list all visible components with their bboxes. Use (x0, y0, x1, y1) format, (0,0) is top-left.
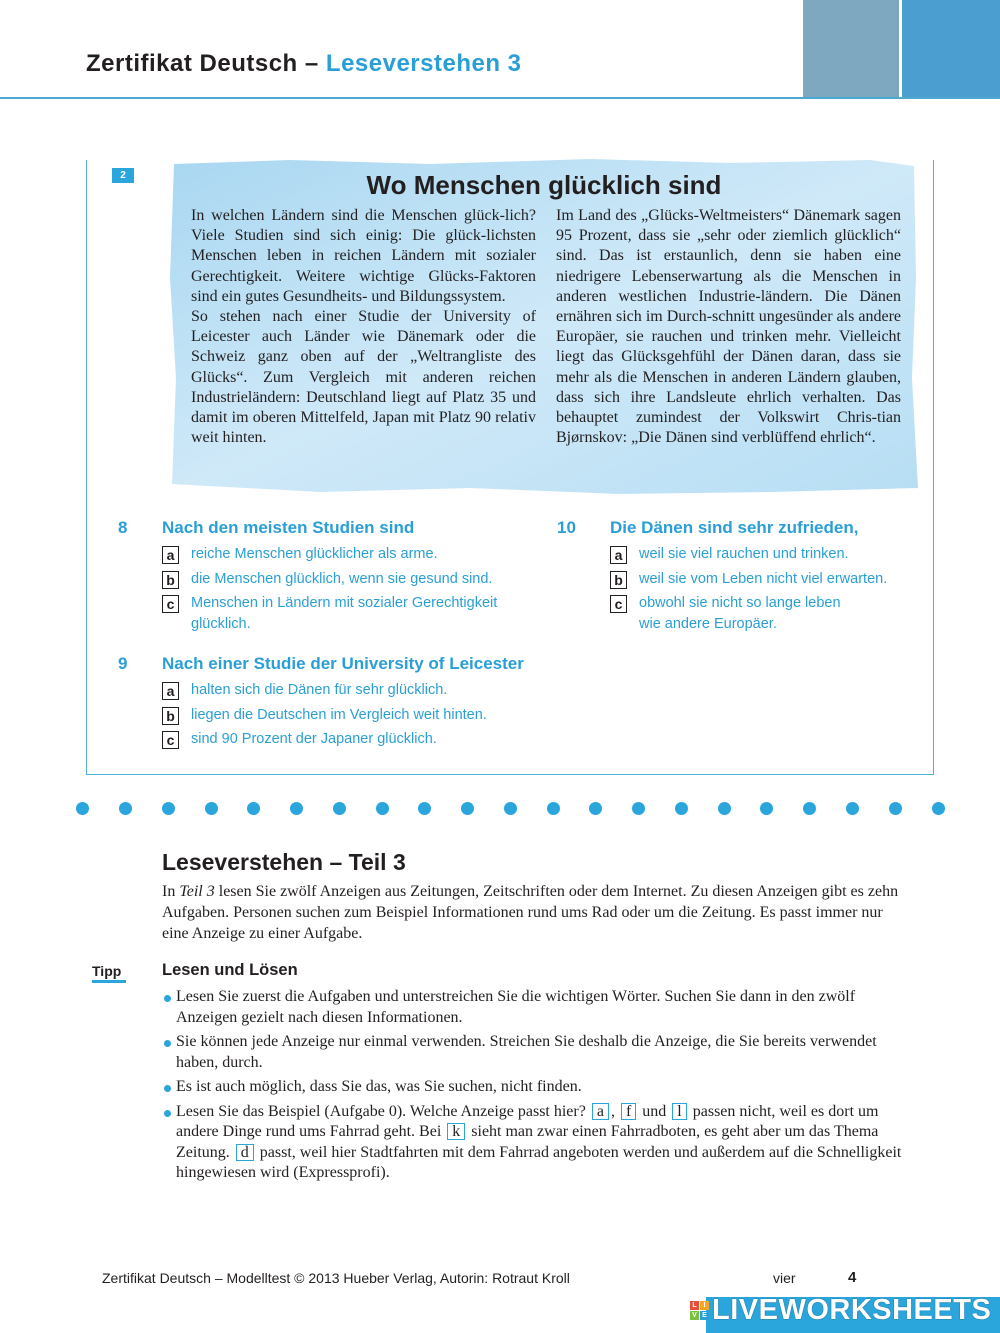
question-text-8: Nach den meisten Studien sind (162, 518, 415, 537)
answer-option[interactable] (162, 593, 562, 634)
divider-dot (504, 802, 517, 815)
answer-text (639, 593, 841, 634)
question-8-options (162, 544, 562, 634)
article-title: Wo Menschen glücklich sind (366, 170, 722, 200)
answer-option[interactable] (610, 569, 920, 590)
answer-option[interactable] (610, 544, 920, 565)
bullet-text: Lesen Sie das Beispiel (Aufgabe 0). Welche Anzeige passt hier? (176, 1102, 586, 1120)
tipp-bullet-list (162, 987, 902, 1188)
answer-text: die Menschen glücklich, wenn sie gesund sind. (191, 570, 493, 587)
divider-dot (932, 802, 945, 815)
ad-letter-box: a (592, 1103, 609, 1120)
bullet-text: passen nicht, weil es dort um andere Dinge rund ums Fahrrad geht. Bei (176, 1102, 879, 1140)
intro-text: In (162, 883, 180, 900)
divider-dot (290, 802, 303, 815)
answer-text-line: wie andere Europäer. (639, 615, 777, 632)
ad-letter-box: k (447, 1123, 465, 1140)
liveworksheets-wordmark: LIVEWORKSHEETS (712, 1294, 992, 1326)
bullet-text: sieht man zwar einen Fahrradboten, es geht aber um das Thema Zeitung. (176, 1123, 879, 1161)
divider-dot (205, 802, 218, 815)
answer-option[interactable] (610, 593, 920, 634)
question-10-options (610, 544, 920, 634)
exercise-number-badge: 2 (112, 168, 134, 183)
answer-text: halten sich die Dänen für sehr glücklich. (191, 682, 448, 698)
header-corner-block (803, 0, 899, 97)
answer-option[interactable] (162, 729, 562, 750)
intro-emphasis: Teil 3 (179, 883, 215, 900)
tipp-bullet (162, 1102, 902, 1184)
tipp-label: Tipp (92, 963, 126, 983)
tipp-bullet: Sie können jede Anzeige nur einmal verwenden. Streichen Sie deshalb die Anzeige, die Sie bereits verwendet haben, durch. (162, 1032, 902, 1073)
answer-text-line: obwohl sie nicht so lange leben (639, 595, 841, 611)
question-number-8: 8 (118, 518, 128, 537)
question-9-options (162, 680, 562, 750)
article-column-left (191, 206, 536, 448)
divider-dot (376, 802, 389, 815)
tipp-bullet: Lesen Sie zuerst die Aufgaben und unterstreichen Sie die wichtigen Wörter. Suchen Sie dann in den zwölf Anzeigen gezielt nach diesen Informationen. (162, 987, 902, 1028)
ad-letter-box: f (621, 1103, 636, 1120)
answer-checkbox[interactable]: c (162, 731, 179, 749)
divider-dot (589, 802, 602, 815)
divider-dot (718, 802, 731, 815)
divider-dot (675, 802, 688, 815)
bullet-text: und (642, 1102, 667, 1120)
ad-letter-box: d (236, 1144, 254, 1161)
ad-letter-box: l (672, 1103, 686, 1120)
article-paragraph: In welchen Ländern sind die Menschen glück-lich? Viele Studien sind sich einig: Die glück-lichsten Menschen leben in reichen Ländern mit sozialer Gerechtigkeit. Weitere wichtige Glücks-Faktoren sind ein gutes Gesundheits- und Bildungssystem. (191, 207, 536, 305)
question-text-10: Die Dänen sind sehr zufrieden, (610, 518, 859, 537)
answer-checkbox[interactable]: b (162, 707, 179, 725)
divider-dot (547, 802, 560, 815)
tipp-bullet: Es ist auch möglich, dass Sie das, was Sie suchen, nicht finden. (162, 1077, 902, 1098)
footer-page-number: 4 (848, 1269, 857, 1286)
answer-checkbox[interactable]: c (162, 595, 179, 613)
answer-text: liegen die Deutschen im Vergleich weit hinten. (191, 706, 487, 723)
answer-text: weil sie vom Leben nicht viel erwarten. (639, 570, 888, 587)
page-title-main: Zertifikat Deutsch – (86, 50, 326, 77)
divider-dot (119, 802, 132, 815)
footer-credit: Zertifikat Deutsch – Modelltest © 2013 Hueber Verlag, Autorin: Rotraut Kroll (102, 1270, 570, 1286)
divider-dot (418, 802, 431, 815)
answer-text: sind 90 Prozent der Japaner glücklich. (191, 731, 437, 747)
answer-checkbox[interactable]: a (162, 682, 179, 700)
answer-option[interactable] (162, 544, 562, 565)
divider-dot (333, 802, 346, 815)
question-text-9: Nach einer Studie der University of Leicester (162, 654, 524, 673)
question-number-9: 9 (118, 654, 128, 673)
answer-checkbox[interactable]: a (162, 546, 179, 564)
answer-text: weil sie viel rauchen und trinken. (639, 546, 849, 562)
answer-text-line: Menschen in Ländern mit sozialer Gerechtigkeit (191, 595, 498, 611)
divider-dot (889, 802, 902, 815)
answer-checkbox[interactable]: c (610, 595, 627, 613)
divider-dot (247, 802, 260, 815)
section-title: Leseverstehen – Teil 3 (162, 849, 406, 875)
liveworksheets-logo[interactable] (690, 1294, 991, 1327)
bullet-text: , (610, 1102, 615, 1120)
divider-dot (803, 802, 816, 815)
header-rule (0, 97, 1000, 99)
answer-option[interactable] (162, 680, 562, 701)
question-number-10: 10 (557, 518, 576, 537)
article-column-right (556, 206, 901, 448)
divider-dot (76, 802, 89, 815)
divider-dot (632, 802, 645, 815)
answer-text-line: glücklich. (191, 615, 251, 632)
article-paragraph: So stehen nach einer Studie der University of Leicester auch Länder wie Dänemark oder die Schweiz ganz oben auf der „Weltrangliste des Glücks“. Zum Vergleich mit anderen reichen Industrieländern: Deutschland liegt auf Platz 35 und damit im oberen Mittelfeld, Japan mit Platz 90 relativ weit hinten. (191, 308, 536, 447)
answer-option[interactable] (162, 705, 562, 726)
answer-checkbox[interactable]: b (610, 571, 627, 589)
logo-tile: I (700, 1301, 709, 1310)
divider-dot (846, 802, 859, 815)
header-corner-block-accent (902, 0, 1000, 97)
divider-dot (461, 802, 474, 815)
dotted-divider (72, 800, 952, 816)
bullet-text: passt, weil hier Stadtfahrten mit dem Fahrrad angeboten werden und außerdem auf die Schnelligkeit hingewiesen wird (Expressprofi). (176, 1143, 902, 1181)
footer-page-word: vier (773, 1270, 796, 1286)
logo-tile: V (690, 1311, 699, 1320)
answer-text: reiche Menschen glücklicher als arme. (191, 546, 438, 562)
answer-checkbox[interactable]: b (162, 571, 179, 589)
logo-tile: L (690, 1301, 699, 1310)
page-title (86, 50, 522, 78)
article-paragraph: Im Land des „Glücks-Weltmeisters“ Dänemark sagen 95 Prozent, dass sie „sehr oder ziemlich glücklich“ sind. Das ist erstaunlich, denn sie haben eine niedrigere Lebenserwartung als die Menschen in anderen westlichen Industrie-ländern. Die Dänen ernähren sich im Durch-schnitt ungesünder als andere Europäer, sie rauchen und trinken mehr. Vielleicht liegt das Glücksgehfühl der Dänen daran, dass sie mehr als die Menschen in anderen Ländern glauben, dass sich ihre Landsleute ehrlich verhalten. Das behauptet zumindest der Volkswirt Chris-tian Bjørnskov: „Die Dänen sind verblüffend ehrlich“. (556, 207, 901, 447)
answer-text (191, 593, 497, 634)
divider-dot (162, 802, 175, 815)
liveworksheets-tiles-icon (690, 1301, 709, 1320)
page-title-accent: Leseverstehen 3 (325, 50, 522, 77)
tipp-title: Lesen und Lösen (162, 961, 298, 979)
section-intro (162, 881, 912, 944)
divider-dot (760, 802, 773, 815)
answer-checkbox[interactable]: a (610, 546, 627, 564)
intro-text: lesen Sie zwölf Anzeigen aus Zeitungen, Zeitschriften oder dem Internet. Zu diesen Anzeigen gibt es zehn Aufgaben. Personen suchen zum Beispiel Informationen rund ums Rad oder um die Zeitung. Es passt immer nur eine Anzeige zu einer Aufgabe. (162, 883, 899, 942)
logo-tile: E (700, 1311, 709, 1320)
answer-option[interactable] (162, 569, 562, 590)
